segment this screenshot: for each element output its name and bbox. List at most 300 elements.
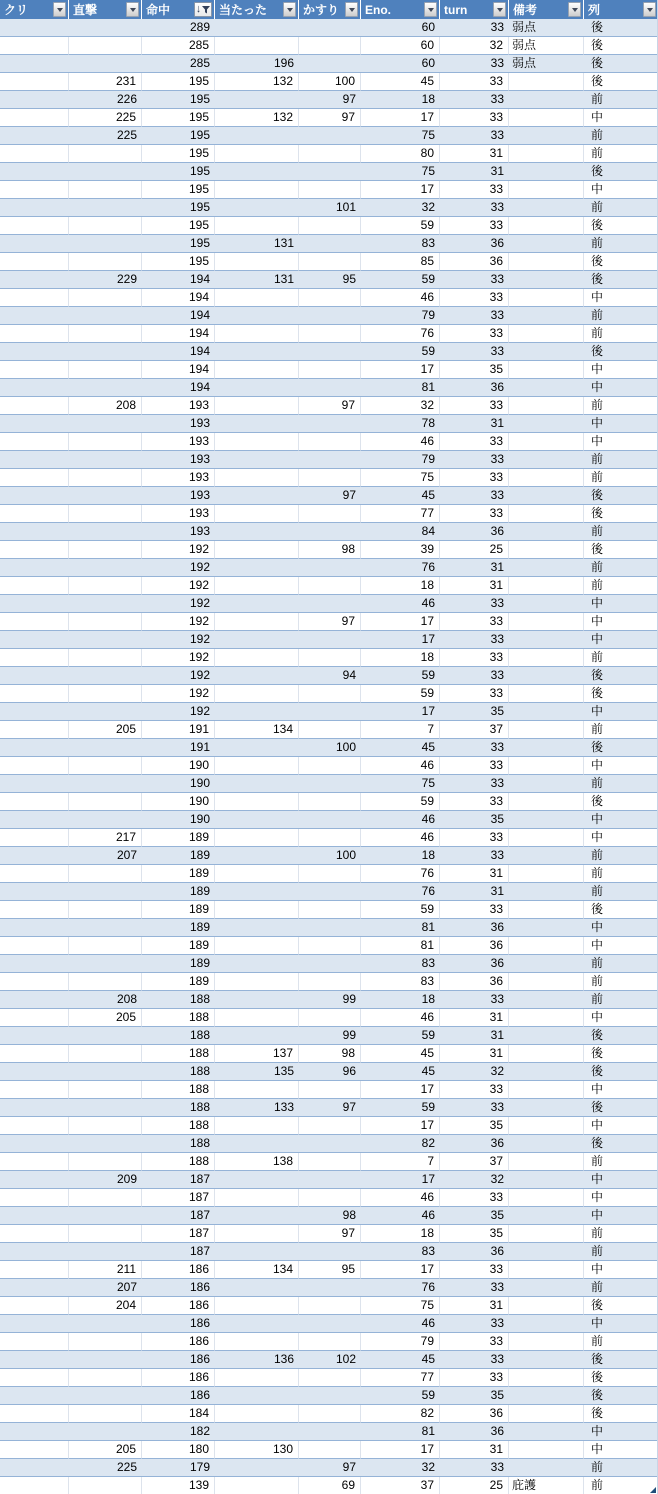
cell-retsu[interactable]: 後 bbox=[584, 1099, 658, 1117]
cell-chokugeki[interactable] bbox=[69, 361, 142, 379]
cell-kasuri[interactable] bbox=[299, 973, 361, 991]
cell-atatta[interactable]: 134 bbox=[215, 1261, 299, 1279]
cell-atatta[interactable]: 137 bbox=[215, 1045, 299, 1063]
cell-turn[interactable]: 33 bbox=[440, 991, 509, 1009]
cell-eno[interactable]: 17 bbox=[361, 631, 440, 649]
cell-eno[interactable]: 79 bbox=[361, 1333, 440, 1351]
cell-biko[interactable] bbox=[509, 523, 584, 541]
cell-meichu[interactable]: 195 bbox=[142, 253, 215, 271]
cell-kasuri[interactable] bbox=[299, 811, 361, 829]
cell-chokugeki[interactable]: 226 bbox=[69, 91, 142, 109]
cell-chokugeki[interactable] bbox=[69, 217, 142, 235]
cell-meichu[interactable]: 194 bbox=[142, 289, 215, 307]
cell-eno[interactable]: 81 bbox=[361, 937, 440, 955]
cell-biko[interactable] bbox=[509, 109, 584, 127]
cell-kasuri[interactable]: 95 bbox=[299, 271, 361, 289]
cell-meichu[interactable]: 186 bbox=[142, 1315, 215, 1333]
cell-turn[interactable]: 33 bbox=[440, 685, 509, 703]
cell-retsu[interactable]: 前 bbox=[584, 1243, 658, 1261]
cell-kasuri[interactable] bbox=[299, 1243, 361, 1261]
cell-retsu[interactable]: 中 bbox=[584, 613, 658, 631]
kuri-filter-button[interactable] bbox=[53, 2, 66, 17]
cell-atatta[interactable] bbox=[215, 91, 299, 109]
cell-atatta[interactable] bbox=[215, 1279, 299, 1297]
cell-kasuri[interactable] bbox=[299, 127, 361, 145]
cell-atatta[interactable] bbox=[215, 451, 299, 469]
cell-biko[interactable] bbox=[509, 1117, 584, 1135]
cell-turn[interactable]: 33 bbox=[440, 1279, 509, 1297]
cell-kasuri[interactable]: 100 bbox=[299, 739, 361, 757]
cell-retsu[interactable]: 後 bbox=[584, 19, 658, 37]
cell-chokugeki[interactable] bbox=[69, 1117, 142, 1135]
cell-eno[interactable]: 81 bbox=[361, 919, 440, 937]
cell-turn[interactable]: 36 bbox=[440, 1243, 509, 1261]
cell-biko[interactable] bbox=[509, 487, 584, 505]
cell-retsu[interactable]: 中 bbox=[584, 433, 658, 451]
cell-chokugeki[interactable] bbox=[69, 505, 142, 523]
cell-turn[interactable]: 35 bbox=[440, 361, 509, 379]
cell-turn[interactable]: 35 bbox=[440, 811, 509, 829]
cell-kuri[interactable] bbox=[0, 433, 69, 451]
cell-eno[interactable]: 59 bbox=[361, 271, 440, 289]
cell-meichu[interactable]: 188 bbox=[142, 1009, 215, 1027]
cell-turn[interactable]: 32 bbox=[440, 1171, 509, 1189]
cell-atatta[interactable] bbox=[215, 793, 299, 811]
cell-eno[interactable]: 7 bbox=[361, 721, 440, 739]
cell-turn[interactable]: 33 bbox=[440, 667, 509, 685]
cell-retsu[interactable]: 中 bbox=[584, 1009, 658, 1027]
cell-biko[interactable] bbox=[509, 181, 584, 199]
cell-kuri[interactable] bbox=[0, 451, 69, 469]
cell-retsu[interactable]: 後 bbox=[584, 55, 658, 73]
cell-turn[interactable]: 36 bbox=[440, 379, 509, 397]
cell-turn[interactable]: 33 bbox=[440, 55, 509, 73]
cell-kuri[interactable] bbox=[0, 1153, 69, 1171]
cell-atatta[interactable] bbox=[215, 1081, 299, 1099]
cell-kuri[interactable] bbox=[0, 811, 69, 829]
cell-atatta[interactable] bbox=[215, 199, 299, 217]
cell-turn[interactable]: 33 bbox=[440, 1315, 509, 1333]
cell-biko[interactable] bbox=[509, 289, 584, 307]
cell-chokugeki[interactable] bbox=[69, 1153, 142, 1171]
cell-kuri[interactable] bbox=[0, 55, 69, 73]
cell-chokugeki[interactable] bbox=[69, 289, 142, 307]
cell-eno[interactable]: 18 bbox=[361, 91, 440, 109]
cell-kasuri[interactable] bbox=[299, 955, 361, 973]
cell-kuri[interactable] bbox=[0, 757, 69, 775]
cell-meichu[interactable]: 194 bbox=[142, 361, 215, 379]
cell-eno[interactable]: 45 bbox=[361, 73, 440, 91]
cell-meichu[interactable]: 182 bbox=[142, 1423, 215, 1441]
cell-meichu[interactable]: 187 bbox=[142, 1189, 215, 1207]
cell-kasuri[interactable] bbox=[299, 523, 361, 541]
cell-kuri[interactable] bbox=[0, 1045, 69, 1063]
cell-meichu[interactable]: 195 bbox=[142, 199, 215, 217]
cell-turn[interactable]: 36 bbox=[440, 523, 509, 541]
cell-atatta[interactable] bbox=[215, 811, 299, 829]
cell-biko[interactable] bbox=[509, 415, 584, 433]
cell-chokugeki[interactable] bbox=[69, 253, 142, 271]
cell-atatta[interactable] bbox=[215, 145, 299, 163]
cell-atatta[interactable] bbox=[215, 1171, 299, 1189]
cell-biko[interactable] bbox=[509, 325, 584, 343]
turn-filter-button[interactable] bbox=[493, 2, 506, 17]
cell-atatta[interactable] bbox=[215, 847, 299, 865]
cell-retsu[interactable]: 前 bbox=[584, 883, 658, 901]
cell-kuri[interactable] bbox=[0, 415, 69, 433]
cell-meichu[interactable]: 192 bbox=[142, 595, 215, 613]
cell-kasuri[interactable]: 97 bbox=[299, 397, 361, 415]
cell-eno[interactable]: 82 bbox=[361, 1405, 440, 1423]
cell-eno[interactable]: 17 bbox=[361, 613, 440, 631]
cell-eno[interactable]: 32 bbox=[361, 199, 440, 217]
cell-biko[interactable] bbox=[509, 775, 584, 793]
cell-kasuri[interactable]: 98 bbox=[299, 1045, 361, 1063]
cell-kuri[interactable] bbox=[0, 775, 69, 793]
cell-atatta[interactable] bbox=[215, 613, 299, 631]
cell-kuri[interactable] bbox=[0, 793, 69, 811]
cell-meichu[interactable]: 188 bbox=[142, 991, 215, 1009]
cell-biko[interactable] bbox=[509, 919, 584, 937]
cell-kasuri[interactable] bbox=[299, 361, 361, 379]
cell-eno[interactable]: 76 bbox=[361, 325, 440, 343]
cell-biko[interactable] bbox=[509, 253, 584, 271]
cell-kuri[interactable] bbox=[0, 1207, 69, 1225]
cell-retsu[interactable]: 前 bbox=[584, 847, 658, 865]
cell-eno[interactable]: 76 bbox=[361, 559, 440, 577]
cell-eno[interactable]: 37 bbox=[361, 1477, 440, 1494]
cell-biko[interactable] bbox=[509, 1225, 584, 1243]
cell-eno[interactable]: 45 bbox=[361, 1045, 440, 1063]
cell-meichu[interactable]: 192 bbox=[142, 613, 215, 631]
cell-retsu[interactable]: 中 bbox=[584, 1261, 658, 1279]
cell-biko[interactable] bbox=[509, 163, 584, 181]
cell-turn[interactable]: 33 bbox=[440, 613, 509, 631]
cell-chokugeki[interactable] bbox=[69, 181, 142, 199]
cell-chokugeki[interactable] bbox=[69, 163, 142, 181]
cell-biko[interactable] bbox=[509, 685, 584, 703]
cell-retsu[interactable]: 後 bbox=[584, 667, 658, 685]
cell-meichu[interactable]: 190 bbox=[142, 775, 215, 793]
cell-eno[interactable]: 17 bbox=[361, 181, 440, 199]
cell-atatta[interactable] bbox=[215, 325, 299, 343]
cell-chokugeki[interactable] bbox=[69, 1477, 142, 1494]
cell-eno[interactable]: 46 bbox=[361, 595, 440, 613]
cell-kuri[interactable] bbox=[0, 559, 69, 577]
cell-biko[interactable] bbox=[509, 73, 584, 91]
cell-meichu[interactable]: 189 bbox=[142, 919, 215, 937]
cell-atatta[interactable] bbox=[215, 1369, 299, 1387]
cell-atatta[interactable]: 132 bbox=[215, 109, 299, 127]
cell-eno[interactable]: 83 bbox=[361, 1243, 440, 1261]
cell-eno[interactable]: 78 bbox=[361, 415, 440, 433]
cell-eno[interactable]: 45 bbox=[361, 1063, 440, 1081]
cell-kasuri[interactable]: 100 bbox=[299, 73, 361, 91]
cell-meichu[interactable]: 193 bbox=[142, 397, 215, 415]
cell-kasuri[interactable] bbox=[299, 1369, 361, 1387]
cell-kasuri[interactable] bbox=[299, 757, 361, 775]
cell-eno[interactable]: 46 bbox=[361, 829, 440, 847]
cell-meichu[interactable]: 186 bbox=[142, 1261, 215, 1279]
cell-kasuri[interactable] bbox=[299, 1297, 361, 1315]
cell-kasuri[interactable] bbox=[299, 1387, 361, 1405]
cell-atatta[interactable] bbox=[215, 127, 299, 145]
cell-kasuri[interactable] bbox=[299, 379, 361, 397]
cell-kuri[interactable] bbox=[0, 595, 69, 613]
cell-retsu[interactable]: 中 bbox=[584, 361, 658, 379]
cell-meichu[interactable]: 190 bbox=[142, 793, 215, 811]
cell-atatta[interactable] bbox=[215, 739, 299, 757]
cell-chokugeki[interactable] bbox=[69, 1045, 142, 1063]
cell-chokugeki[interactable] bbox=[69, 793, 142, 811]
cell-kuri[interactable] bbox=[0, 937, 69, 955]
cell-eno[interactable]: 46 bbox=[361, 1315, 440, 1333]
cell-atatta[interactable] bbox=[215, 361, 299, 379]
cell-eno[interactable]: 85 bbox=[361, 253, 440, 271]
cell-chokugeki[interactable]: 204 bbox=[69, 1297, 142, 1315]
cell-turn[interactable]: 33 bbox=[440, 1351, 509, 1369]
cell-kuri[interactable] bbox=[0, 883, 69, 901]
cell-biko[interactable] bbox=[509, 1243, 584, 1261]
cell-biko[interactable] bbox=[509, 1279, 584, 1297]
cell-retsu[interactable]: 前 bbox=[584, 1333, 658, 1351]
cell-kuri[interactable] bbox=[0, 829, 69, 847]
cell-atatta[interactable]: 133 bbox=[215, 1099, 299, 1117]
cell-atatta[interactable]: 134 bbox=[215, 721, 299, 739]
cell-eno[interactable]: 46 bbox=[361, 289, 440, 307]
cell-eno[interactable]: 46 bbox=[361, 1009, 440, 1027]
cell-retsu[interactable]: 前 bbox=[584, 127, 658, 145]
cell-biko[interactable] bbox=[509, 1135, 584, 1153]
cell-kuri[interactable] bbox=[0, 1081, 69, 1099]
cell-kuri[interactable] bbox=[0, 181, 69, 199]
cell-eno[interactable]: 81 bbox=[361, 379, 440, 397]
cell-atatta[interactable] bbox=[215, 1135, 299, 1153]
cell-kuri[interactable] bbox=[0, 91, 69, 109]
cell-retsu[interactable]: 前 bbox=[584, 145, 658, 163]
cell-atatta[interactable] bbox=[215, 343, 299, 361]
cell-eno[interactable]: 46 bbox=[361, 1189, 440, 1207]
cell-retsu[interactable]: 前 bbox=[584, 775, 658, 793]
cell-retsu[interactable]: 中 bbox=[584, 1207, 658, 1225]
cell-kuri[interactable] bbox=[0, 1189, 69, 1207]
cell-kasuri[interactable] bbox=[299, 19, 361, 37]
cell-biko[interactable] bbox=[509, 793, 584, 811]
cell-kuri[interactable] bbox=[0, 1441, 69, 1459]
cell-eno[interactable]: 46 bbox=[361, 811, 440, 829]
cell-turn[interactable]: 35 bbox=[440, 1207, 509, 1225]
cell-atatta[interactable] bbox=[215, 1315, 299, 1333]
cell-meichu[interactable]: 193 bbox=[142, 469, 215, 487]
cell-kuri[interactable] bbox=[0, 505, 69, 523]
cell-retsu[interactable]: 後 bbox=[584, 739, 658, 757]
cell-chokugeki[interactable] bbox=[69, 973, 142, 991]
cell-eno[interactable]: 17 bbox=[361, 1441, 440, 1459]
cell-kuri[interactable] bbox=[0, 1423, 69, 1441]
cell-retsu[interactable]: 中 bbox=[584, 1117, 658, 1135]
cell-kasuri[interactable]: 97 bbox=[299, 91, 361, 109]
cell-eno[interactable]: 60 bbox=[361, 37, 440, 55]
cell-meichu[interactable]: 285 bbox=[142, 55, 215, 73]
cell-atatta[interactable] bbox=[215, 1333, 299, 1351]
cell-retsu[interactable]: 後 bbox=[584, 1045, 658, 1063]
cell-atatta[interactable] bbox=[215, 397, 299, 415]
cell-biko[interactable] bbox=[509, 469, 584, 487]
cell-kasuri[interactable] bbox=[299, 343, 361, 361]
cell-atatta[interactable] bbox=[215, 595, 299, 613]
cell-chokugeki[interactable] bbox=[69, 1387, 142, 1405]
cell-retsu[interactable]: 前 bbox=[584, 865, 658, 883]
cell-kuri[interactable] bbox=[0, 703, 69, 721]
cell-kuri[interactable] bbox=[0, 919, 69, 937]
cell-retsu[interactable]: 中 bbox=[584, 631, 658, 649]
cell-biko[interactable] bbox=[509, 829, 584, 847]
cell-chokugeki[interactable] bbox=[69, 487, 142, 505]
cell-kasuri[interactable] bbox=[299, 775, 361, 793]
cell-atatta[interactable] bbox=[215, 37, 299, 55]
cell-kasuri[interactable] bbox=[299, 1315, 361, 1333]
cell-eno[interactable]: 59 bbox=[361, 667, 440, 685]
cell-kasuri[interactable] bbox=[299, 631, 361, 649]
cell-retsu[interactable]: 後 bbox=[584, 253, 658, 271]
cell-atatta[interactable] bbox=[215, 649, 299, 667]
cell-kuri[interactable] bbox=[0, 1477, 69, 1494]
cell-kasuri[interactable] bbox=[299, 919, 361, 937]
cell-kuri[interactable] bbox=[0, 613, 69, 631]
cell-turn[interactable]: 33 bbox=[440, 307, 509, 325]
cell-meichu[interactable]: 188 bbox=[142, 1135, 215, 1153]
cell-chokugeki[interactable] bbox=[69, 307, 142, 325]
cell-turn[interactable]: 33 bbox=[440, 91, 509, 109]
cell-retsu[interactable]: 後 bbox=[584, 685, 658, 703]
cell-atatta[interactable] bbox=[215, 541, 299, 559]
cell-eno[interactable]: 77 bbox=[361, 1369, 440, 1387]
cell-biko[interactable] bbox=[509, 379, 584, 397]
cell-meichu[interactable]: 188 bbox=[142, 1153, 215, 1171]
cell-kuri[interactable] bbox=[0, 847, 69, 865]
cell-kasuri[interactable] bbox=[299, 1405, 361, 1423]
cell-kuri[interactable] bbox=[0, 1297, 69, 1315]
cell-atatta[interactable] bbox=[215, 1423, 299, 1441]
cell-kuri[interactable] bbox=[0, 1009, 69, 1027]
cell-atatta[interactable] bbox=[215, 829, 299, 847]
cell-eno[interactable]: 45 bbox=[361, 487, 440, 505]
cell-meichu[interactable]: 192 bbox=[142, 685, 215, 703]
kasuri-filter-button[interactable] bbox=[345, 2, 358, 17]
cell-biko[interactable] bbox=[509, 1027, 584, 1045]
cell-meichu[interactable]: 192 bbox=[142, 577, 215, 595]
cell-eno[interactable]: 18 bbox=[361, 991, 440, 1009]
cell-kuri[interactable] bbox=[0, 1243, 69, 1261]
cell-meichu[interactable]: 180 bbox=[142, 1441, 215, 1459]
cell-turn[interactable]: 33 bbox=[440, 793, 509, 811]
cell-meichu[interactable]: 192 bbox=[142, 703, 215, 721]
cell-meichu[interactable]: 188 bbox=[142, 1081, 215, 1099]
cell-atatta[interactable] bbox=[215, 1117, 299, 1135]
cell-kuri[interactable] bbox=[0, 1333, 69, 1351]
cell-chokugeki[interactable] bbox=[69, 325, 142, 343]
cell-chokugeki[interactable]: 205 bbox=[69, 1441, 142, 1459]
cell-turn[interactable]: 33 bbox=[440, 847, 509, 865]
cell-turn[interactable]: 32 bbox=[440, 1063, 509, 1081]
cell-kasuri[interactable]: 69 bbox=[299, 1477, 361, 1494]
cell-meichu[interactable]: 193 bbox=[142, 523, 215, 541]
cell-turn[interactable]: 33 bbox=[440, 649, 509, 667]
cell-kasuri[interactable] bbox=[299, 1423, 361, 1441]
cell-kuri[interactable] bbox=[0, 1135, 69, 1153]
cell-biko[interactable] bbox=[509, 739, 584, 757]
cell-eno[interactable]: 7 bbox=[361, 1153, 440, 1171]
cell-turn[interactable]: 33 bbox=[440, 739, 509, 757]
cell-kuri[interactable] bbox=[0, 487, 69, 505]
cell-eno[interactable]: 59 bbox=[361, 1387, 440, 1405]
cell-kasuri[interactable]: 97 bbox=[299, 487, 361, 505]
cell-meichu[interactable]: 187 bbox=[142, 1207, 215, 1225]
cell-meichu[interactable]: 188 bbox=[142, 1045, 215, 1063]
cell-atatta[interactable] bbox=[215, 1009, 299, 1027]
cell-kasuri[interactable]: 98 bbox=[299, 541, 361, 559]
cell-atatta[interactable] bbox=[215, 19, 299, 37]
cell-atatta[interactable] bbox=[215, 919, 299, 937]
cell-meichu[interactable]: 188 bbox=[142, 1099, 215, 1117]
cell-kasuri[interactable] bbox=[299, 505, 361, 523]
cell-turn[interactable]: 33 bbox=[440, 109, 509, 127]
cell-atatta[interactable] bbox=[215, 181, 299, 199]
cell-retsu[interactable]: 前 bbox=[584, 973, 658, 991]
cell-meichu[interactable]: 194 bbox=[142, 307, 215, 325]
cell-kuri[interactable] bbox=[0, 577, 69, 595]
cell-atatta[interactable] bbox=[215, 865, 299, 883]
meichu-filter-button[interactable] bbox=[194, 2, 212, 17]
cell-kasuri[interactable] bbox=[299, 37, 361, 55]
cell-meichu[interactable]: 189 bbox=[142, 847, 215, 865]
cell-turn[interactable]: 31 bbox=[440, 865, 509, 883]
cell-atatta[interactable] bbox=[215, 469, 299, 487]
cell-retsu[interactable]: 中 bbox=[584, 289, 658, 307]
cell-turn[interactable]: 33 bbox=[440, 199, 509, 217]
cell-retsu[interactable]: 中 bbox=[584, 1081, 658, 1099]
cell-kuri[interactable] bbox=[0, 1171, 69, 1189]
cell-kasuri[interactable] bbox=[299, 253, 361, 271]
cell-meichu[interactable]: 190 bbox=[142, 811, 215, 829]
cell-meichu[interactable]: 186 bbox=[142, 1351, 215, 1369]
cell-retsu[interactable]: 前 bbox=[584, 325, 658, 343]
cell-atatta[interactable] bbox=[215, 523, 299, 541]
cell-chokugeki[interactable]: 231 bbox=[69, 73, 142, 91]
cell-retsu[interactable]: 前 bbox=[584, 469, 658, 487]
cell-kuri[interactable] bbox=[0, 1117, 69, 1135]
cell-eno[interactable]: 83 bbox=[361, 235, 440, 253]
cell-chokugeki[interactable] bbox=[69, 1351, 142, 1369]
cell-turn[interactable]: 33 bbox=[440, 1081, 509, 1099]
cell-kuri[interactable] bbox=[0, 865, 69, 883]
cell-atatta[interactable] bbox=[215, 415, 299, 433]
cell-atatta[interactable] bbox=[215, 883, 299, 901]
cell-retsu[interactable]: 後 bbox=[584, 217, 658, 235]
cell-turn[interactable]: 33 bbox=[440, 217, 509, 235]
cell-kasuri[interactable] bbox=[299, 577, 361, 595]
cell-turn[interactable]: 35 bbox=[440, 1387, 509, 1405]
cell-biko[interactable] bbox=[509, 307, 584, 325]
atatta-filter-button[interactable] bbox=[283, 2, 296, 17]
cell-atatta[interactable] bbox=[215, 1189, 299, 1207]
cell-eno[interactable]: 82 bbox=[361, 1135, 440, 1153]
cell-kuri[interactable] bbox=[0, 1261, 69, 1279]
cell-retsu[interactable]: 後 bbox=[584, 793, 658, 811]
cell-eno[interactable]: 77 bbox=[361, 505, 440, 523]
cell-biko[interactable] bbox=[509, 559, 584, 577]
cell-kasuri[interactable]: 94 bbox=[299, 667, 361, 685]
